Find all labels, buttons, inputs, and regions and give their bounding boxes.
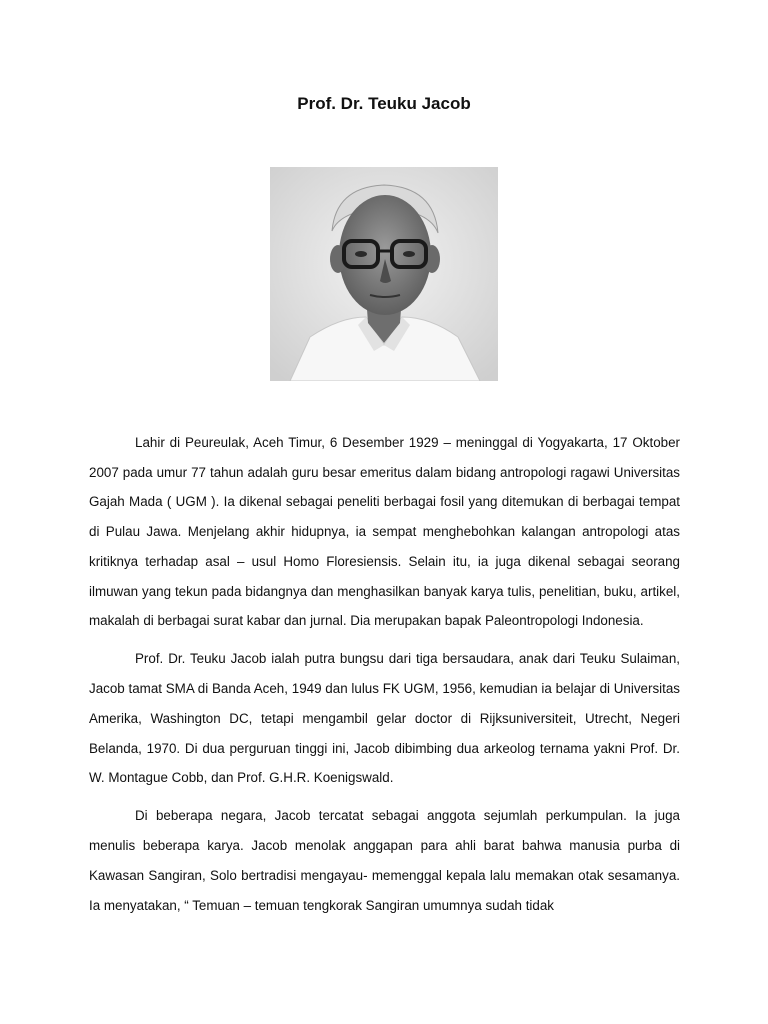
body-text: [89, 428, 680, 929]
portrait-photo: [270, 167, 498, 381]
paragraph-3: Di beberapa negara, Jacob tercatat sebagai anggota sejumlah perkumpulan. Ia juga menulis beberapa karya. Jacob menolak anggapan para ahli barat bahwa manusia purba di Kawasan Sangiran, Solo bertradisi mengayau- memenggal kepala lalu memakan otak sesamanya. Ia menyatakan, “ Temuan – temuan tengkorak Sangiran umumnya sudah tidak: [89, 808, 680, 913]
paragraph-2: Prof. Dr. Teuku Jacob ialah putra bungsu dari tiga bersaudara, anak dari Teuku Sulaiman, Jacob tamat SMA di Banda Aceh, 1949 dan lulus FK UGM, 1956, kemudian ia belajar di Universitas Amerika, Washington DC, tetapi mengambil gelar doctor di Rijksuniversiteit, Utrecht, Negeri Belanda, 1970. Di dua perguruan tinggi ini, Jacob dibimbing dua arkeolog ternama yakni Prof. Dr. W. Montague Cobb, dan Prof. G.H.R. Koenigswald.: [89, 651, 680, 786]
portrait-illustration: [270, 167, 498, 381]
paragraph-1: Lahir di Peureulak, Aceh Timur, 6 Desember 1929 – meninggal di Yogyakarta, 17 Oktober 2007 pada umur 77 tahun adalah guru besar emeritus dalam bidang antropologi ragawi Universitas Gajah Mada ( UGM ). Ia dikenal sebagai peneliti berbagai fosil yang ditemukan di berbagai tempat di Pulau Jawa. Menjelang akhir hidupnya, ia sempat menghebohkan kalangan antropologi atas kritiknya terhadap asal – usul Homo Floresiensis. Selain itu, ia juga dikenal sebagai seorang ilmuwan yang tekun pada bidangnya dan menghasilkan banyak karya tulis, penelitian, buku, artikel, makalah di berbagai surat kabar dan jurnal. Dia merupakan bapak Paleontropologi Indonesia.: [89, 435, 680, 629]
page-title: Prof. Dr. Teuku Jacob: [297, 94, 471, 113]
